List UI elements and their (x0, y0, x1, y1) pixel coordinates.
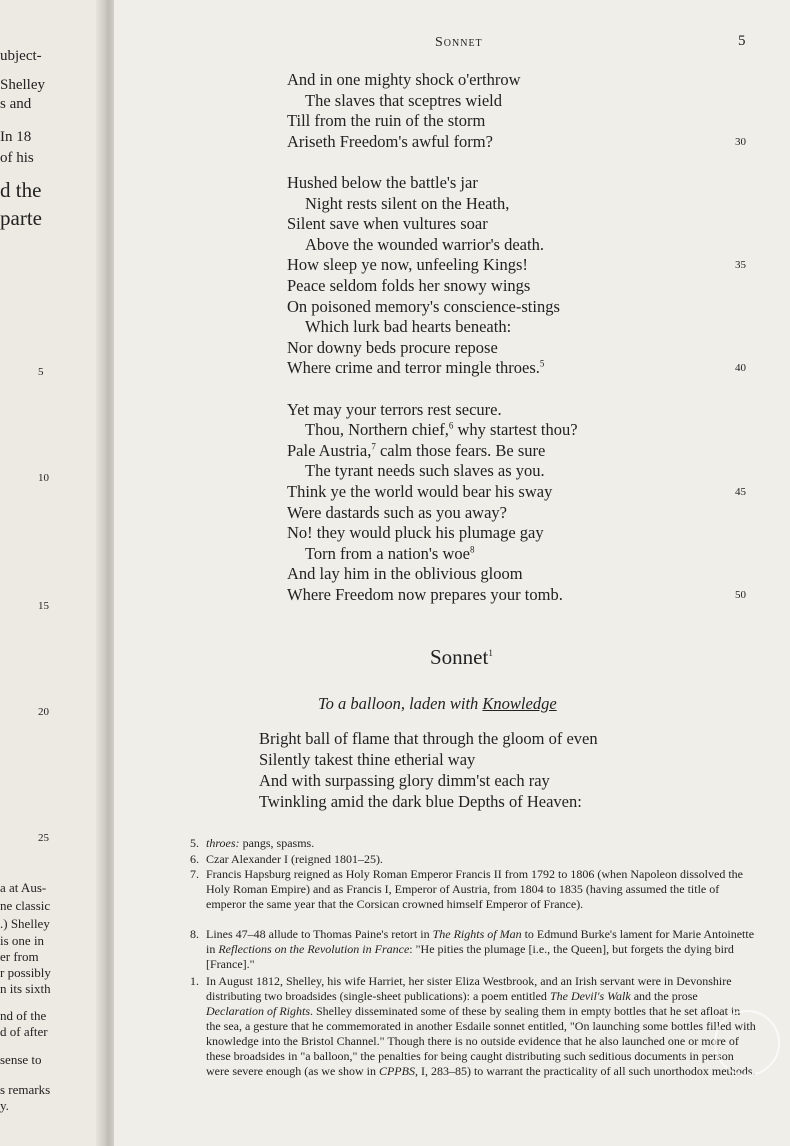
poem-line: The tyrant needs such slaves as you. (305, 461, 545, 481)
footnote-number: 7. (190, 867, 199, 881)
page-number: 5 (738, 33, 746, 49)
footnote-number: 5. (190, 836, 199, 850)
poem-line: Till from the ruin of the storm (287, 111, 486, 131)
line-number: 30 (735, 135, 746, 148)
left-page-line-number: 15 (38, 600, 49, 612)
left-page-text-fragment: of his (0, 150, 34, 166)
sonnet-line: Bright ball of flame that through the gloom of even (259, 729, 598, 748)
poem-line: Where Freedom now prepares your tomb. (287, 585, 563, 604)
poem-line: And lay him in the oblivious gloom (287, 564, 523, 584)
footnote-number: 1. (190, 974, 199, 988)
poem-line: Which lurk bad hearts beneath: (305, 317, 512, 337)
left-page-text-fragment: .) Shelley (0, 916, 50, 931)
left-facing-page (0, 0, 104, 1146)
left-page-text-fragment: is one in (0, 933, 45, 948)
left-page-text-fragment: a at Aus- (0, 880, 47, 895)
poem-line: And in one mighty shock o'erthrow (287, 70, 521, 89)
footnote-ref: 5 (539, 358, 545, 369)
poem-line: Yet may your terrors rest secure. (287, 399, 502, 419)
left-page-line-number: 5 (38, 366, 44, 378)
watermark-seal (714, 1010, 780, 1076)
sonnet-line: Silently takest thine etherial way (259, 750, 476, 769)
left-page-text-fragment: s and (0, 96, 32, 112)
left-page-text-fragment: nd of the (0, 1008, 47, 1023)
footnote-text: Czar Alexander I (reigned 1801–25). (206, 852, 383, 866)
poem-line: No! they would pluck his plumage gay (287, 523, 544, 543)
footnote-text: Lines 47–48 allude to Thomas Paine's retort in The Rights of Man to Edmund Burke's lament for Marie Antoinette in Reflections on the Revolution in France: "He pities the plumage [i.e., the Queen], but forgets the dying bird [France]." (206, 927, 755, 971)
sonnet-title (430, 645, 493, 670)
poem-line: Hushed below the battle's jar (287, 173, 478, 192)
footnote-ref: 1 (488, 648, 493, 658)
footnote-number: 8. (190, 927, 199, 941)
poem-line: Nor downy beds procure repose (287, 337, 498, 357)
poem-line: Peace seldom folds her snowy wings (287, 276, 531, 295)
line-number: 35 (735, 259, 746, 272)
poem-line: How sleep ye now, unfeeling Kings! (287, 255, 528, 275)
left-page-text-fragment: d of after (0, 1024, 48, 1039)
poem-line: The slaves that sceptres wield (305, 90, 503, 110)
footnote-ref: 6 (448, 420, 454, 431)
line-number: 40 (735, 362, 746, 375)
sonnet-title-text: Sonnet (430, 645, 489, 669)
left-page-text-fragment: sense to (0, 1052, 42, 1067)
left-page-text-fragment: In 18 (0, 129, 32, 145)
poem-line: Ariseth Freedom's awful form? (287, 131, 493, 151)
left-page-text-fragment: y. (0, 1098, 9, 1113)
footnote-text: Francis Hapsburg reigned as Holy Roman Emperor Francis II from 1792 to 1806 (when Napoleon dissolved the Holy Roman Empire) and as Francis I, Emperor of Austria, from 1804 to 1835 (having assumed the title of emperor the same year that the Corsican crowned himself Emperor of France). (206, 867, 744, 911)
poem-line: Think ye the world would bear his sway (287, 482, 553, 501)
poem-line: Where crime and terror mingle throes.$^5$ (287, 358, 545, 378)
poem-line: Silent save when vultures soar (287, 214, 488, 234)
subtitle-underlined: Knowledge (482, 694, 557, 713)
line-number: 45 (735, 486, 746, 498)
poem-line: On poisoned memory's conscience-stings (287, 296, 560, 316)
left-page-text-fragment: r possibly (0, 965, 51, 980)
footnote-number: 6. (190, 852, 199, 866)
line-number: 50 (735, 589, 746, 601)
left-page-text-fragment: parte (0, 206, 42, 230)
poem-line: Pale Austria,$^7$ calm those fears. Be sure (287, 440, 546, 460)
left-page-text-fragment: er from (0, 949, 39, 964)
poem-line: Night rests silent on the Heath, (305, 193, 510, 213)
sonnet-line: Twinkling amid the dark blue Depths of Heaven: (259, 792, 582, 811)
left-page-text-fragment: ne classic (0, 898, 51, 913)
sonnet-line: And with surpassing glory dimm'st each ray (259, 771, 550, 790)
sonnet-subtitle (318, 694, 557, 714)
footnote-text: throes: pangs, spasms. (206, 836, 315, 850)
left-page-text-fragment: d the (0, 178, 42, 202)
left-page-text-fragment: ubject- (0, 48, 42, 64)
footnote-text: In August 1812, Shelley, his wife Harriet, her sister Eliza Westbrook, and an Irish servant were in Devonshire distributing two broadsides (single-sheet publications): a poem entitled The Devil's Walk and the prose Declaration of Rights. Shelley disseminated some of these by sealing them in empty bottles that he set afloat in the sea, a gesture that he commemorated in another Esdaile sonnet entitled, "On launching some bottles filled with knowledge into the Bristol Channel." Though there is no outside evidence that he also launched one or more of these broadsides in "a balloon," the penalties for being caught distributing such seditious documents in person were severe enough (as we show in CPPBS, I, 283–85) to warrant the practicality of all such unorthodox methods. (206, 974, 756, 1078)
subtitle-text: To a balloon, laden with (318, 694, 483, 713)
footnote-ref: 8 (469, 544, 475, 555)
poem-line: Thou, Northern chief,$^6$ why startest thou? (305, 420, 578, 440)
poem-line: Above the wounded warrior's death. (305, 234, 544, 254)
poem-line: Were dastards such as you away? (287, 502, 507, 522)
left-page-text-fragment: n its sixth (0, 981, 51, 996)
left-page-line-number: 10 (38, 472, 49, 484)
left-page-text-fragment: Shelley (0, 77, 45, 93)
left-page-line-number: 20 (38, 706, 49, 718)
running-head: Sonnet (435, 35, 483, 50)
footnote-ref: 7 (371, 441, 376, 452)
left-page-text-fragment: s remarks (0, 1082, 51, 1097)
poem-line: Torn from a nation's woe$^8$ (305, 543, 475, 563)
left-page-line-number: 25 (38, 832, 49, 844)
